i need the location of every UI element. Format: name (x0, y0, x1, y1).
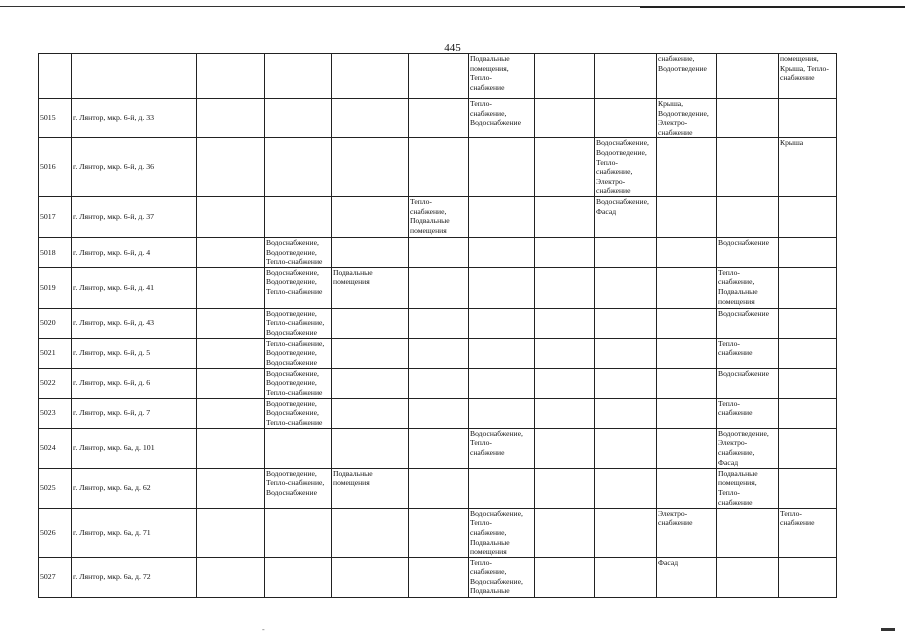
work-type-cell (657, 196, 717, 237)
cell-text: Подвальные помещения, Тепло- снабжение (470, 54, 510, 92)
work-type-cell (535, 368, 595, 398)
address-cell (72, 468, 197, 508)
work-type-cell (332, 368, 409, 398)
cell-text: г. Лянтор, мкр. 6-й, д. 43 (73, 318, 155, 328)
cell-text: снабжение, Водоотведение (658, 54, 707, 73)
work-type-cell (595, 508, 657, 557)
top-border-line-heavy (640, 6, 905, 8)
work-type-cell (332, 468, 409, 508)
cell-text: Тепло- снабжение, Подвальные помещения (718, 267, 758, 306)
work-type-cell (409, 308, 469, 338)
work-type-cell (469, 54, 535, 99)
cell-text: Подвальные помещения, Тепло- снабжение (718, 468, 758, 507)
table-row (39, 196, 837, 237)
cell-text: г. Лянтор, мкр. 6-й, д. 5 (73, 348, 151, 358)
work-type-cell (717, 99, 779, 138)
work-type-cell (332, 237, 409, 267)
cell-text: Водоснабжение, Водоотведение, Тепло-снабжение (266, 237, 323, 267)
work-type-cell (332, 308, 409, 338)
work-type-cell (197, 99, 265, 138)
work-type-cell (197, 138, 265, 197)
address-cell (72, 368, 197, 398)
work-type-cell (535, 557, 595, 597)
cell-text: Подвальные помещения (333, 468, 373, 488)
address-cell (72, 196, 197, 237)
table-row (39, 557, 837, 597)
cell-text: Тепло- снабжение, Водоснабжение (470, 99, 521, 128)
work-type-cell (409, 428, 469, 468)
work-type-cell (469, 428, 535, 468)
building-number-cell (39, 54, 72, 99)
work-type-cell (197, 428, 265, 468)
work-type-cell (265, 368, 332, 398)
work-type-cell (409, 468, 469, 508)
work-type-cell (779, 99, 837, 138)
cell-text: Водоснабжение, Тепло- снабжение, Подвальные помещения (470, 508, 523, 557)
cell-text: Тепло- снабжение (718, 398, 753, 418)
cell-text: г. Лянтор, мкр. 6-й, д. 41 (73, 282, 155, 292)
work-type-cell (197, 338, 265, 368)
work-type-cell (779, 398, 837, 428)
table-row (39, 308, 837, 338)
work-type-cell (409, 237, 469, 267)
work-type-cell (469, 267, 535, 308)
building-number-cell (39, 138, 72, 197)
work-type-cell (332, 138, 409, 197)
cell-text: Крыша, Водоотведение, Электро- снабжение (658, 99, 709, 137)
address-cell (72, 267, 197, 308)
table-row (39, 54, 837, 99)
work-type-cell (657, 308, 717, 338)
work-type-cell (265, 54, 332, 99)
building-number-cell (39, 508, 72, 557)
cell-text: Фасад (658, 557, 679, 567)
table-row (39, 508, 837, 557)
work-type-cell (535, 267, 595, 308)
work-type-cell (657, 398, 717, 428)
table-row (39, 138, 837, 197)
work-type-cell (409, 338, 469, 368)
cell-text: г. Лянтор, мкр. 6а, д. 72 (73, 572, 151, 582)
work-type-cell (535, 308, 595, 338)
work-type-cell (265, 398, 332, 428)
work-type-cell (717, 398, 779, 428)
building-number-cell (39, 196, 72, 237)
work-type-cell (779, 508, 837, 557)
work-type-cell (409, 54, 469, 99)
work-type-cell (265, 557, 332, 597)
work-type-cell (409, 557, 469, 597)
work-type-cell (409, 398, 469, 428)
work-type-cell (779, 138, 837, 197)
work-type-cell (657, 508, 717, 557)
work-type-cell (197, 368, 265, 398)
work-type-cell (595, 308, 657, 338)
work-type-cell (469, 338, 535, 368)
cell-text: 5026 (40, 527, 56, 537)
cell-text: Водоснабжение (718, 237, 769, 247)
work-type-cell (469, 196, 535, 237)
address-cell (72, 99, 197, 138)
work-type-cell (717, 508, 779, 557)
work-type-cell (469, 99, 535, 138)
table-row (39, 468, 837, 508)
work-type-cell (332, 267, 409, 308)
work-type-cell (265, 138, 332, 197)
building-number-cell (39, 267, 72, 308)
table-row (39, 398, 837, 428)
work-type-cell (535, 508, 595, 557)
work-type-cell (469, 237, 535, 267)
table-body (39, 54, 837, 598)
work-type-cell (717, 237, 779, 267)
building-number-cell (39, 308, 72, 338)
work-type-cell (409, 267, 469, 308)
cell-text: 5025 (40, 483, 56, 493)
cell-text: Тепло- снабжение, Подвальные помещения (410, 196, 450, 235)
work-type-cell (535, 468, 595, 508)
cell-text: 5027 (40, 572, 56, 582)
work-type-cell (197, 237, 265, 267)
work-type-cell (595, 368, 657, 398)
work-type-cell (717, 368, 779, 398)
address-cell (72, 338, 197, 368)
table-row (39, 99, 837, 138)
work-type-cell (595, 398, 657, 428)
building-number-cell (39, 428, 72, 468)
work-type-cell (409, 368, 469, 398)
work-type-cell (535, 54, 595, 99)
work-type-cell (595, 54, 657, 99)
cell-text: г. Лянтор, мкр. 6-й, д. 4 (73, 247, 151, 257)
cell-text: Тепло-снабжение, Водоотведение, Водоснабжение (266, 338, 325, 367)
work-type-cell (595, 468, 657, 508)
work-type-cell (332, 398, 409, 428)
work-type-cell (469, 368, 535, 398)
work-type-cell (779, 368, 837, 398)
work-type-cell (717, 54, 779, 99)
work-type-cell (779, 428, 837, 468)
cell-text: г. Лянтор, мкр. 6-й, д. 6 (73, 378, 151, 388)
building-number-cell (39, 398, 72, 428)
work-type-cell (595, 138, 657, 197)
work-type-cell (779, 267, 837, 308)
work-type-cell (717, 267, 779, 308)
table-row (39, 368, 837, 398)
cell-text: Водоснабжение (718, 308, 769, 318)
work-type-cell (265, 99, 332, 138)
cell-text: г. Лянтор, мкр. 6а, д. 62 (73, 483, 151, 493)
work-type-cell (409, 196, 469, 237)
work-type-cell (469, 557, 535, 597)
cell-text: г. Лянтор, мкр. 6а, д. 71 (73, 527, 151, 537)
work-type-cell (469, 398, 535, 428)
address-cell (72, 508, 197, 557)
building-number-cell (39, 468, 72, 508)
work-type-cell (535, 338, 595, 368)
address-cell (72, 237, 197, 267)
cell-text: Подвальные помещения (333, 267, 373, 287)
cell-text: Тепло- снабжение (718, 338, 753, 358)
cell-text: Водоотведение, Электро- снабжение, Фасад (718, 428, 769, 467)
address-cell (72, 557, 197, 597)
address-cell (72, 428, 197, 468)
work-type-cell (197, 308, 265, 338)
cell-text: г. Лянтор, мкр. 6-й, д. 7 (73, 408, 151, 418)
work-type-cell (717, 338, 779, 368)
work-type-cell (595, 196, 657, 237)
work-type-cell (779, 196, 837, 237)
work-type-cell (469, 138, 535, 197)
cell-text: Водоснабжение, Фасад (596, 196, 649, 216)
cell-text: 5022 (40, 378, 56, 388)
repair-schedule-table (38, 53, 837, 598)
table-row (39, 428, 837, 468)
cell-text: Водоснабжение, Водоотведение, Тепло-снабжение (266, 267, 323, 296)
work-type-cell (535, 237, 595, 267)
cell-text: Водоотведение, Водоснабжение, Тепло-снабжение (266, 398, 323, 427)
cell-text: Водоснабжение, Тепло- снабжение (470, 428, 523, 457)
work-type-cell (265, 468, 332, 508)
work-type-cell (332, 338, 409, 368)
work-type-cell (265, 196, 332, 237)
work-type-cell (265, 508, 332, 557)
building-number-cell (39, 99, 72, 138)
work-type-cell (595, 267, 657, 308)
work-type-cell (657, 368, 717, 398)
cell-text: Водоснабжение, Водоотведение, Тепло-снабжение (266, 368, 323, 397)
cell-text: г. Лянтор, мкр. 6а, д. 101 (73, 443, 155, 453)
cell-text: Крыша (780, 138, 804, 148)
cell-text: 5016 (40, 162, 56, 172)
work-type-cell (779, 557, 837, 597)
cell-text: 5018 (40, 247, 56, 257)
work-type-cell (197, 557, 265, 597)
work-type-cell (595, 99, 657, 138)
address-cell (72, 308, 197, 338)
work-type-cell (779, 308, 837, 338)
footer-mark: - (262, 625, 265, 634)
cell-text: Электро- снабжение (658, 508, 693, 528)
cell-text: Водоотведение, Тепло-снабжение, Водоснабжение (266, 308, 325, 337)
work-type-cell (717, 468, 779, 508)
work-type-cell (657, 237, 717, 267)
work-type-cell (779, 237, 837, 267)
work-type-cell (657, 468, 717, 508)
address-cell (72, 54, 197, 99)
work-type-cell (332, 557, 409, 597)
work-type-cell (332, 196, 409, 237)
work-type-cell (265, 338, 332, 368)
table-row (39, 237, 837, 267)
work-type-cell (595, 237, 657, 267)
work-type-cell (409, 138, 469, 197)
work-type-cell (197, 508, 265, 557)
work-type-cell (535, 99, 595, 138)
page-number: 445 (444, 42, 461, 54)
building-number-cell (39, 557, 72, 597)
work-type-cell (197, 468, 265, 508)
work-type-cell (657, 138, 717, 197)
cell-text: Водоотведение, Тепло-снабжение, Водоснабжение (266, 468, 325, 497)
cell-text: Водоснабжение, Водоотведение, Тепло- снабжение, Электро- снабжение (596, 138, 649, 196)
work-type-cell (535, 196, 595, 237)
cell-text: г. Лянтор, мкр. 6-й, д. 33 (73, 113, 155, 123)
table-row (39, 267, 837, 308)
work-type-cell (332, 54, 409, 99)
work-type-cell (657, 54, 717, 99)
work-type-cell (265, 237, 332, 267)
corner-mark (881, 628, 895, 631)
work-type-cell (197, 267, 265, 308)
cell-text: 5020 (40, 318, 56, 328)
work-type-cell (657, 99, 717, 138)
work-type-cell (657, 557, 717, 597)
cell-text: г. Лянтор, мкр. 6-й, д. 36 (73, 162, 155, 172)
work-type-cell (717, 428, 779, 468)
cell-text: г. Лянтор, мкр. 6-й, д. 37 (73, 212, 155, 222)
cell-text: 5023 (40, 408, 56, 418)
work-type-cell (409, 508, 469, 557)
work-type-cell (265, 267, 332, 308)
cell-text: 5021 (40, 348, 56, 358)
cell-text: Тепло- снабжение, Водоснабжение, Подвальные (470, 557, 523, 596)
cell-text: 5015 (40, 113, 56, 123)
work-type-cell (332, 508, 409, 557)
work-type-cell (535, 428, 595, 468)
work-type-cell (595, 557, 657, 597)
cell-text: 5017 (40, 212, 56, 222)
work-type-cell (657, 428, 717, 468)
work-type-cell (779, 338, 837, 368)
work-type-cell (332, 99, 409, 138)
cell-text: 5024 (40, 443, 56, 453)
work-type-cell (779, 54, 837, 99)
work-type-cell (409, 99, 469, 138)
work-type-cell (717, 196, 779, 237)
work-type-cell (535, 138, 595, 197)
work-type-cell (332, 428, 409, 468)
work-type-cell (717, 308, 779, 338)
work-type-cell (197, 196, 265, 237)
building-number-cell (39, 338, 72, 368)
work-type-cell (197, 54, 265, 99)
work-type-cell (595, 428, 657, 468)
work-type-cell (265, 428, 332, 468)
address-cell (72, 138, 197, 197)
building-number-cell (39, 368, 72, 398)
address-cell (72, 398, 197, 428)
cell-text: 5019 (40, 282, 56, 292)
work-type-cell (469, 468, 535, 508)
work-type-cell (595, 338, 657, 368)
work-type-cell (197, 398, 265, 428)
work-type-cell (469, 508, 535, 557)
work-type-cell (717, 138, 779, 197)
work-type-cell (469, 308, 535, 338)
work-type-cell (717, 557, 779, 597)
work-type-cell (657, 338, 717, 368)
building-number-cell (39, 237, 72, 267)
work-type-cell (535, 398, 595, 428)
work-type-cell (265, 308, 332, 338)
cell-text: помещения, Крыша, Тепло- снабжение (780, 54, 829, 83)
work-type-cell (657, 267, 717, 308)
work-type-cell (779, 468, 837, 508)
table-row (39, 338, 837, 368)
cell-text: Водоснабжение (718, 368, 769, 378)
cell-text: Тепло- снабжение (780, 508, 815, 528)
